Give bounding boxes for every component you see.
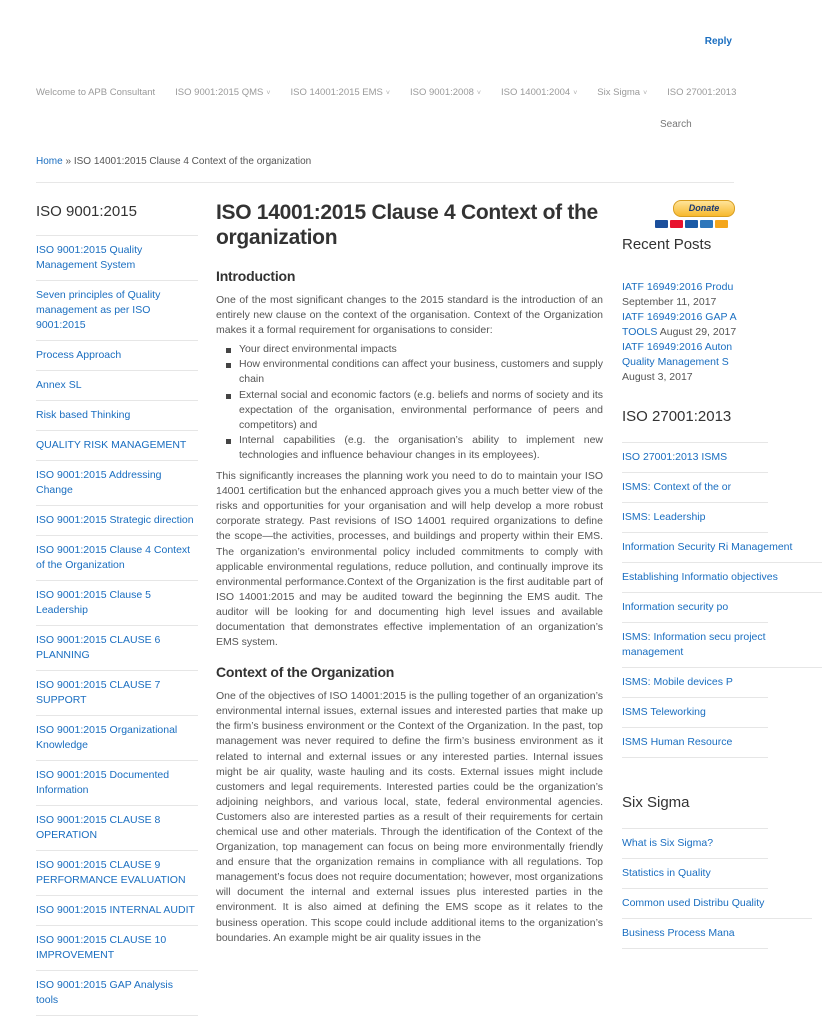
left-sidebar-item[interactable]: Annex SL <box>36 371 198 401</box>
left-sidebar-item[interactable]: ISO 9001:2015 CLAUSE 7 SUPPORT <box>36 671 198 716</box>
card-logo-icon <box>700 220 713 228</box>
chevron-down-icon: ˅ <box>476 90 481 97</box>
six-sigma-item[interactable]: Business Process Mana <box>622 919 768 949</box>
iso27001-title: ISO 27001:2013 <box>622 408 732 425</box>
left-sidebar-item[interactable]: QUALITY RISK MANAGEMENT <box>36 431 198 461</box>
article <box>216 200 603 946</box>
planning-paragraph: This significantly increases the planning work you need to do to maintain your ISO 14001 certification but the enhanced approach gives you a much better view of the risks and opportunities for your organisation and will help develop a more robust corporate strategy. Past revisions of ISO 14001 required organizations to define the scope—the activities, processes, and buildings and property within their EMS. The organization’s environmental policy included commitments to comply with applicable environmental regulations, reduce pollution, and continually improve its environmental performance.Context of the Organization is the first auditable part of ISO 14001:2015 and may be audited toward the beginning the EMS audit. The auditor will be looking for and documenting high level issues and available documentation that demonstrates effective implementation of an organization’s EMS system. <box>216 470 603 649</box>
iso27001-item[interactable]: ISMS: Mobile devices P <box>622 668 768 698</box>
left-sidebar-item[interactable]: ISO 9001:2015 CLAUSE 8 OPERATION <box>36 806 198 851</box>
nav-item[interactable] <box>290 87 390 98</box>
recent-post-line <box>622 280 737 295</box>
six-sigma-item[interactable]: What is Six Sigma? <box>622 829 768 859</box>
iso27001-list <box>622 442 793 758</box>
nav-item[interactable] <box>36 87 155 98</box>
donate-widget <box>655 200 735 228</box>
nav-item[interactable] <box>175 87 270 98</box>
intro-paragraph: One of the most significant changes to the 2015 standard is the introduction of an entirely new clause on the context of the organisation. Context of the Organization makes it a formal requirement for organisations to consider: <box>216 294 603 337</box>
recent-post-date: August 3, 2017 <box>622 371 693 383</box>
consider-list-item: How environmental conditions can affect your business, customers and supply chain <box>216 357 603 387</box>
breadcrumb-home-link[interactable]: Home <box>36 156 63 167</box>
nav-item[interactable] <box>501 87 577 98</box>
iso27001-item[interactable]: Information Security Ri Management <box>622 533 822 563</box>
recent-posts-title: Recent Posts <box>622 236 712 253</box>
recent-post-line <box>622 295 737 310</box>
left-sidebar-item[interactable]: ISO 9001:2015 GAP Analysis tools <box>36 971 198 1016</box>
recent-post-link[interactable]: IATF 16949:2016 Auton <box>622 341 733 353</box>
chevron-down-icon: ˅ <box>266 90 271 97</box>
recent-post-link[interactable]: IATF 16949:2016 Produ <box>622 281 734 293</box>
left-sidebar <box>36 203 198 1016</box>
six-sigma-list <box>622 828 768 949</box>
card-logo-icon <box>655 220 668 228</box>
nav-item-label: Six Sigma <box>597 87 641 98</box>
main-navigation <box>36 82 737 102</box>
chevron-down-icon: ˅ <box>385 90 390 97</box>
left-sidebar-item[interactable]: ISO 9001:2015 Organizational Knowledge <box>36 716 198 761</box>
left-sidebar-item[interactable]: ISO 9001:2015 Clause 5 Leadership <box>36 581 198 626</box>
right-sidebar <box>622 200 793 1024</box>
six-sigma-item[interactable]: Statistics in Quality <box>622 859 768 889</box>
context-paragraph: One of the objectives of ISO 14001:2015 is the pulling together of an organization’s environmental internal issues, external issues and interested parties that make up the firm’s business environment or the Context of the Organization. In the past, top management was never required to define the firm’s business environment as it related to internal and external issues or any interested parties. Internal issues might be air quality, waste hauling and its costs. External issues might include customers and legal requirements. Interested parties could be the organization’s adjoining neighbors, and various local, state, federal environmental agencies. Customers also are interested parties as a result of their requirements for certain chemical use and other materials. Through the identification of the Context of the Organization, top management can focus on being more environmentally friendly and ensure that the organization remains in compliance with all regulations. Top management’s focus does not require documentation; however, most organizations will document the internal and external issues plus interested parties in the environment. It is also aimed at defining the EMS scope as it relates to the business operation. This scope could include additional items to the organization’s boundaries. An example might be air quality issues in the <box>216 690 603 944</box>
payment-cards-icon <box>655 220 735 228</box>
nav-item-label: ISO 27001:2013 <box>667 87 737 98</box>
consider-list-item: Your direct environmental impacts <box>216 342 603 357</box>
nav-item-label: ISO 14001:2015 EMS <box>290 87 383 98</box>
left-sidebar-item[interactable]: Seven principles of Quality management as per ISO 9001:2015 <box>36 281 198 341</box>
nav-item[interactable] <box>410 87 481 98</box>
consider-list-item: Internal capabilities (e.g. the organisation’s ability to implement new technologies and influence behaviour changes in its employees). <box>216 433 603 463</box>
breadcrumb-current: ISO 14001:2015 Clause 4 Context of the organization <box>73 156 312 167</box>
left-sidebar-item[interactable]: ISO 9001:2015 CLAUSE 10 IMPROVEMENT <box>36 926 198 971</box>
recent-post-link[interactable]: IATF 16949:2016 GAP A <box>622 311 737 323</box>
six-sigma-item[interactable]: Common used Distribu Quality <box>622 889 812 919</box>
left-sidebar-item[interactable]: ISO 9001:2015 Strategic direction <box>36 506 198 536</box>
reply-link[interactable]: Reply <box>704 36 732 47</box>
left-sidebar-item[interactable]: Risk based Thinking <box>36 401 198 431</box>
left-sidebar-item[interactable]: ISO 9001:2015 Quality Management System <box>36 236 198 281</box>
recent-posts-list <box>622 280 737 385</box>
left-sidebar-title: ISO 9001:2015 <box>36 203 137 220</box>
chevron-down-icon: ˅ <box>643 90 648 97</box>
recent-post-link[interactable]: TOOLS <box>622 326 658 338</box>
left-sidebar-list <box>36 235 198 1016</box>
left-sidebar-item[interactable]: ISO 9001:2015 CLAUSE 9 PERFORMANCE EVALUATION <box>36 851 198 896</box>
consider-list <box>216 342 603 463</box>
recent-post-line <box>622 340 737 355</box>
breadcrumb-divider <box>36 182 734 183</box>
iso27001-item[interactable]: ISMS Teleworking <box>622 698 768 728</box>
iso27001-item[interactable]: Information security po <box>622 593 768 623</box>
nav-item-label: ISO 14001:2004 <box>501 87 571 98</box>
iso27001-item[interactable]: ISMS: Context of the or <box>622 473 768 503</box>
iso27001-item[interactable]: ISO 27001:2013 ISMS <box>622 443 768 473</box>
page-title: ISO 14001:2015 Clause 4 Context of the organization <box>216 201 598 249</box>
recent-post-line <box>622 355 737 370</box>
left-sidebar-item[interactable]: ISO 9001:2015 INTERNAL AUDIT <box>36 896 198 926</box>
left-sidebar-item[interactable]: Process Approach <box>36 341 198 371</box>
iso27001-item[interactable]: ISMS Human Resource <box>622 728 768 758</box>
breadcrumb-separator: » <box>62 156 74 167</box>
iso27001-item[interactable]: ISMS: Leadership <box>622 503 768 533</box>
recent-post-line <box>622 325 737 340</box>
search-link[interactable]: Search <box>660 119 692 130</box>
left-sidebar-item[interactable]: ISO 9001:2015 Clause 4 Context of the Organization <box>36 536 198 581</box>
left-sidebar-item[interactable]: ISO 9001:2015 Addressing Change <box>36 461 198 506</box>
iso27001-item[interactable]: ISMS: Information secu project management <box>622 623 822 668</box>
recent-post-date: September 11, 2017 <box>622 296 717 308</box>
nav-item-label: Welcome to APB Consultant <box>36 87 156 98</box>
recent-post-line <box>622 370 737 385</box>
left-sidebar-item[interactable]: ISO 9001:2015 Documented Information <box>36 761 198 806</box>
top-bar <box>0 0 768 70</box>
nav-item-label: ISO 9001:2015 QMS <box>175 87 264 98</box>
nav-item[interactable] <box>667 87 736 98</box>
left-sidebar-item[interactable]: ISO 9001:2015 CLAUSE 6 PLANNING <box>36 626 198 671</box>
context-heading: Context of the Organization <box>216 664 395 681</box>
iso27001-item[interactable]: Establishing Informatio objectives <box>622 563 822 593</box>
nav-item[interactable] <box>597 87 647 98</box>
nav-item-label: ISO 9001:2008 <box>409 87 474 98</box>
breadcrumb <box>36 156 311 167</box>
six-sigma-title: Six Sigma <box>622 794 690 811</box>
card-logo-icon <box>715 220 728 228</box>
recent-post-link[interactable]: Quality Management S <box>622 356 729 368</box>
card-logo-icon <box>670 220 683 228</box>
chevron-down-icon: ˅ <box>573 90 578 97</box>
intro-heading: Introduction <box>216 268 296 284</box>
recent-post-date: August 29, 2017 <box>657 326 737 338</box>
donate-button[interactable]: Donate <box>673 200 735 217</box>
card-logo-icon <box>685 220 698 228</box>
consider-list-item: External social and economic factors (e.g. beliefs and norms of society and its expectation of the organisation, environmental performance of peers and competitors) and <box>216 388 603 433</box>
recent-post-line <box>622 310 737 325</box>
